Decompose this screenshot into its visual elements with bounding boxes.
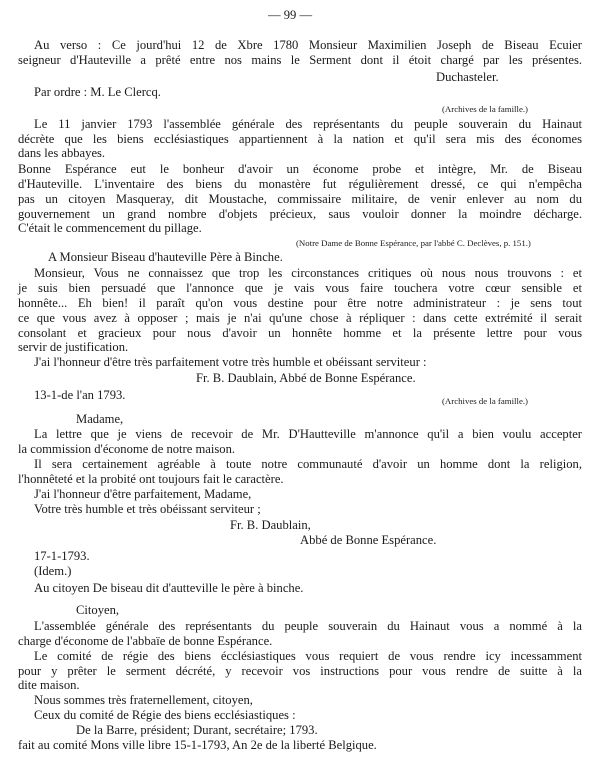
letter-line: honnête... Eh bien! il paraît qu'on vous destine pour être notre administrateur : je sens tout xyxy=(18,296,582,310)
letter-line: dite maison. xyxy=(18,678,80,692)
letter-line: Le comité de régie des biens écclésiastiques vous requiert de vous rendre icy incessamment xyxy=(34,649,582,663)
letter-line: L'assemblée générale des représentants du peuple souverain du Hainaut vous a nommé à la xyxy=(34,619,582,633)
page-number: — 99 — xyxy=(268,8,313,22)
source-note: (Archives de la famille.) xyxy=(442,104,528,114)
letter-committee: Ceux du comité de Régie des biens ecclésiastiques : xyxy=(34,708,296,722)
letter-signature: Fr. B. Daublain, Abbé de Bonne Espérance. xyxy=(196,371,416,385)
letter-line: servir de justification. xyxy=(18,340,129,354)
letter-salutation: Madame, xyxy=(76,412,124,426)
letter-address: Au citoyen De biseau dit d'autteville le père à binche. xyxy=(34,581,304,595)
letter-line: La lettre que je viens de recevoir de Mr. D'Hautteville m'annonce qu'il a bien voulu accepter xyxy=(34,427,582,441)
letter-closing: Nous sommes très fraternellement, citoyen, xyxy=(34,693,253,707)
source-note: (Idem.) xyxy=(34,564,72,578)
source-note: (Notre Dame de Bonne Espérance, par l'abbé C. Declèves, p. 151.) xyxy=(296,238,531,248)
letter-closing: J'ai l'honneur d'être parfaitement, Madame, xyxy=(34,487,252,501)
letter-date: 17-1-1793. xyxy=(34,549,90,563)
letter-signatories: De la Barre, président; Durant, secrétaire; 1793. xyxy=(76,723,318,737)
verso-signature: Duchasteler. xyxy=(436,70,499,84)
paragraph-line: pas un citoyen Masqueray, dit Moustache, commissaire militaire, de venir enlever au nom du xyxy=(18,192,582,206)
letter-closing: Votre très humble et très obéissant serviteur ; xyxy=(34,502,261,516)
letter-salutation: Citoyen, xyxy=(76,603,120,617)
paragraph-line: Le 11 janvier 1793 l'assemblée générale des représentants du peuple souverain du Hainaut xyxy=(34,117,582,131)
letter-date: 13-1-de l'an 1793. xyxy=(34,388,126,402)
paragraph-line: décrète que les biens ecclésiastiques appartiennent à la nation et qu'il sera mis des économes xyxy=(18,132,582,146)
paragraph-line: C'était le commencement du pillage. xyxy=(18,221,202,235)
paragraph-line: Bonne Espérance eut le bonheur d'avoir un économe probe et intègre, Mr. de Biseau xyxy=(18,162,582,176)
verso-line: Au verso : Ce jourd'hui 12 de Xbre 1780 Monsieur Maximilien Joseph de Biseau Ecuier xyxy=(34,38,582,52)
letter-line: je suis bien persuadé que l'annonce que je vais vous faire touchera votre cœur sensible et xyxy=(18,281,582,295)
letter-line: la commission d'économe de notre maison. xyxy=(18,442,236,456)
letter-line: consolant et gracieux pour nous d'avoir un honnête homme et la présente lettre pour vous xyxy=(18,326,582,340)
verso-line: seigneur d'Hauteville a prêté entre nos mains le Serment dont il étoit chargé par les présentes. xyxy=(18,53,582,67)
letter-address: A Monsieur Biseau d'hauteville Père à Binche. xyxy=(48,250,283,264)
letter-line: l'honnêteté et la probité ont toujours fait le caractère. xyxy=(18,472,284,486)
paragraph-line: gouvernement un grand nombre d'objets précieux, saus vouloir donner la moindre décharge. xyxy=(18,207,582,221)
letter-signature: Fr. B. Daublain, xyxy=(230,518,311,532)
letter-closing: J'ai l'honneur d'être très parfaitement votre très humble et obéissant serviteur : xyxy=(34,355,427,369)
verso-order: Par ordre : M. Le Clercq. xyxy=(34,85,161,99)
source-note: (Archives de la famille.) xyxy=(442,396,528,406)
paragraph-line: d'Hauteville. L'inventaire des biens du monastère fut régulièrement dressé, ce qui n'empêcha xyxy=(18,177,582,191)
letter-line: Il sera certainement agréable à toute notre communauté d'avoir un homme dont la religion, xyxy=(34,457,582,471)
letter-line: charge d'économe de l'abbaïe de bonne Espérance. xyxy=(18,634,273,648)
letter-line: pour y prêter le serment décrété, y recevoir vos instructions pour vous rendre de suitte à la xyxy=(18,664,582,678)
paragraph-line: dans les abbayes. xyxy=(18,146,106,160)
letter-place-date: fait au comité Mons ville libre 15-1-1793, An 2e de la liberté Belgique. xyxy=(18,738,377,752)
letter-line: ce que vous avez à opposer ; mais je n'ai qu'une chose à répliquer : dans cette extrémité il serait xyxy=(18,311,582,325)
letter-line: Monsieur, Vous ne connaissez que trop les circonstances critiques où nous nous trouvons : et xyxy=(34,266,582,280)
letter-signature: Abbé de Bonne Espérance. xyxy=(300,533,437,547)
